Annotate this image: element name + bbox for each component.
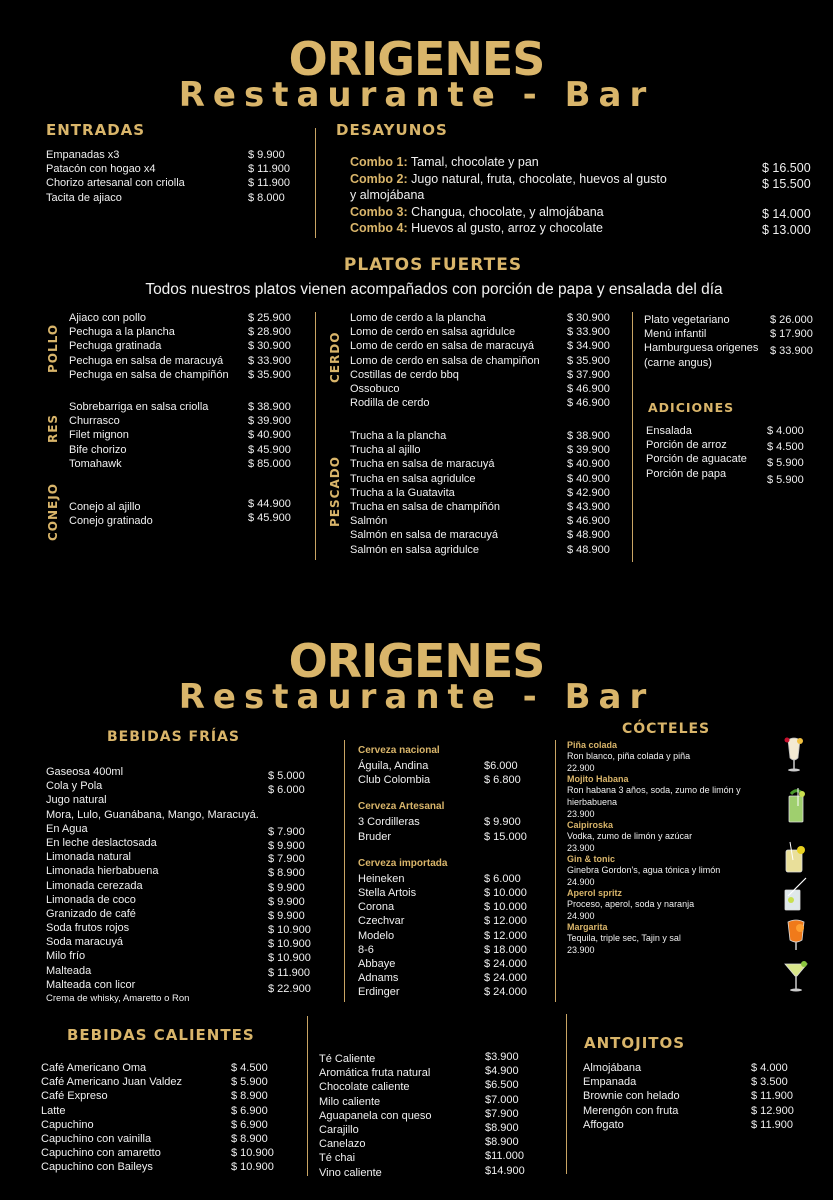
combo-price: $ 14.000: [762, 207, 811, 221]
list-item: Limonada de coco $ 9.900: [46, 893, 305, 908]
list-item: Jugo natural: [46, 794, 107, 807]
desayunos-list: [350, 154, 770, 237]
pollo-list: [69, 311, 309, 382]
coctel-price: 23.900: [567, 809, 595, 819]
list-item: Pechuga a la plancha $ 28.900: [69, 326, 291, 339]
list-item: Heineken $ 6.000: [358, 872, 521, 885]
pollo-label: POLLO: [46, 323, 60, 373]
combo-item: Combo 4: Huevos al gusto, arroz y chocolate: [350, 221, 603, 235]
list-item: Milo caliente $7.000: [319, 1093, 519, 1108]
list-item: Milo frío $ 10.900: [46, 950, 311, 965]
list-item: Limonada hierbabuena $ 8.900: [46, 865, 305, 880]
list-item: Empanadas x3 $ 9.900: [46, 149, 285, 161]
combo-item-cont: y almojábana: [350, 188, 425, 202]
list-item: Pechuga en salsa de maracuyá $ 33.900: [69, 354, 291, 367]
list-item: Café Americano Juan Valdez $ 5.900: [41, 1076, 268, 1089]
conejo-label: CONEJO: [46, 483, 60, 541]
caipiroska-glass-icon: [780, 838, 808, 878]
combo-price: $ 13.000: [762, 223, 811, 237]
combo-price: $ 15.500: [762, 177, 811, 191]
list-item: Trucha en salsa de champiñón $ 43.900: [350, 500, 610, 513]
list-item: Aguapanela con queso $7.900: [319, 1107, 519, 1122]
gin-tonic-glass-icon: [780, 876, 808, 916]
list-item: Capuchino con Baileys $ 10.900: [41, 1161, 274, 1174]
cervezas-section: [358, 745, 548, 999]
list-item: Granizado de café $ 9.900: [46, 907, 305, 922]
cerveza-importada-heading: Cerveza importada: [358, 857, 448, 869]
coctel-price: 24.900: [567, 877, 595, 887]
list-item: Filet mignon $ 40.900: [69, 429, 291, 442]
list-item: Té chai $11.000: [319, 1150, 524, 1165]
res-list: [69, 400, 309, 471]
coctel-name: Aperol spritz: [567, 888, 623, 898]
antojitos-heading: ANTOJITOS: [584, 1034, 686, 1052]
coctel-desc: Ron habana 3 años, soda, zumo de limón y: [567, 785, 741, 795]
mojito-glass-icon: [782, 786, 810, 826]
pescado-label: PESCADO: [328, 456, 342, 527]
list-item-cont: (carne angus): [644, 356, 712, 369]
coctel-price: 24.900: [567, 911, 595, 921]
list-item: Lomo de cerdo en salsa de maracuyá $ 34.900: [350, 340, 610, 353]
list-item: Tomahawk $ 85.000: [69, 457, 291, 470]
otros-list: [644, 313, 829, 370]
list-item: Gaseosa 400ml $ 5.000: [46, 766, 305, 782]
list-item: En Agua $ 7.900: [46, 822, 305, 838]
list-item: Hamburguesa origenes $ 33.900: [644, 342, 813, 358]
cerveza-nacional-heading: Cerveza nacional: [358, 745, 440, 756]
list-item: Malteada $ 11.900: [46, 964, 311, 979]
adiciones-heading: ADICIONES: [648, 400, 735, 415]
list-item: Affogato $ 11.900: [583, 1118, 794, 1131]
list-item: Czechvar $ 12.000: [358, 915, 527, 928]
menu1-subtitle: Restaurante - Bar: [178, 75, 655, 115]
list-item: Café Expreso $ 8.900: [41, 1090, 268, 1103]
list-item: Menú infantil $ 17.900: [644, 328, 813, 341]
list-item: Conejo al ajillo $ 44.900: [69, 498, 291, 513]
list-item: Carajillo $8.900: [319, 1121, 519, 1136]
list-item: Almojábana $ 4.000: [583, 1062, 788, 1074]
coctel-name: Margarita: [567, 922, 608, 932]
list-item: Bife chorizo $ 45.900: [69, 443, 291, 456]
adiciones-list: [646, 424, 831, 486]
menu1-title: ORIGENES: [288, 32, 545, 86]
list-item: Bruder $ 15.000: [358, 830, 527, 843]
list-item: Churrasco $ 39.900: [69, 415, 291, 428]
divider: [632, 312, 633, 562]
list-item: Trucha en salsa de maracuyá $ 40.900: [350, 458, 610, 471]
coctel-name: Piña colada: [567, 740, 618, 750]
cerdo-label: CERDO: [328, 331, 342, 383]
bebidas-calientes-list-2: [319, 1050, 559, 1178]
list-item: Merengón con fruta $ 12.900: [583, 1104, 794, 1117]
platos-fuertes-heading: PLATOS FUERTES: [343, 255, 523, 275]
coctel-desc: Proceso, aperol, soda y naranja: [567, 899, 695, 909]
conejo-list: [69, 500, 309, 528]
list-item: Ossobuco $ 46.900: [350, 382, 610, 395]
list-item: Club Colombia $ 6.800: [358, 774, 521, 787]
list-item: Conejo gratinado $ 45.900: [69, 512, 291, 528]
divider: [566, 1014, 567, 1174]
list-item: 8-6 $ 18.000: [358, 943, 527, 956]
coctel-desc: Vodka, zumo de limón y azúcar: [567, 831, 693, 841]
cerveza-artesanal-heading: Cerveza Artesanal: [358, 801, 445, 813]
list-item: Costillas de cerdo bbq $ 37.900: [350, 368, 610, 381]
coctel-desc: Ron blanco, piña colada y piña: [567, 751, 691, 761]
list-item: Chorizo artesanal con criolla $ 11.900: [46, 177, 291, 190]
list-item: Soda maracuyá $ 10.900: [46, 936, 311, 951]
entradas-heading: ENTRADAS: [46, 121, 146, 139]
menu2-subtitle: Restaurante - Bar: [178, 677, 655, 717]
list-item: Mora, Lulo, Guanábana, Mango, Maracuyá.: [46, 808, 259, 821]
list-item: Trucha en salsa agridulce $ 40.900: [350, 472, 610, 485]
list-item: Plato vegetariano $ 26.000: [644, 314, 813, 326]
margarita-glass-icon: [782, 958, 810, 998]
coctel-desc: Ginebra Gordon's, agua tónica y limón: [567, 865, 721, 875]
bebidas-frias-list: [46, 765, 336, 1006]
list-item: Erdinger $ 24.000: [358, 986, 527, 999]
list-item: Brownie con helado $ 11.900: [583, 1090, 794, 1103]
list-item: Lomo de cerdo en salsa agridulce $ 33.900: [350, 326, 610, 339]
divider: [555, 740, 556, 1002]
list-item: 3 Cordilleras $ 9.900: [358, 816, 521, 829]
list-item: Porción de aguacate $ 5.900: [646, 453, 804, 470]
coctel-name: Gin & tonic: [567, 854, 615, 864]
list-item: Modelo $ 12.000: [358, 929, 527, 942]
cocteles-heading: CÓCTELES: [622, 721, 711, 737]
coctel-price: 23.900: [567, 945, 595, 955]
combo-item: Combo 2: Jugo natural, fruta, chocolate, huevos al gusto: [350, 171, 667, 186]
list-item: Lomo de cerdo en salsa de champiñon $ 35.900: [350, 354, 610, 367]
coctel-desc-cont: hierbabuena: [567, 797, 618, 807]
list-item: Salmón en salsa de maracuyá $ 48.900: [350, 529, 610, 542]
list-item: Salmón en salsa agridulce $ 48.900: [350, 543, 610, 556]
coctel-name: Mojito Habana: [567, 774, 629, 784]
coctel-desc: Tequila, triple sec, Tajin y sal: [567, 933, 681, 943]
menu2-title: ORIGENES: [288, 634, 545, 688]
list-item: Sobrebarriga en salsa criolla $ 38.900: [69, 401, 291, 413]
list-item: Adnams $ 24.000: [358, 972, 527, 985]
cerdo-list: [350, 311, 625, 410]
list-item: Empanada $ 3.500: [583, 1076, 788, 1089]
list-item: Malteada con licor $ 22.900: [46, 978, 311, 995]
list-item: Salmón $ 46.900: [350, 515, 610, 528]
platos-note: Todos nuestros platos vienen acompañados con porción de papa y ensalada del día: [145, 281, 723, 298]
pescado-list: [350, 429, 625, 557]
list-item: Rodilla de cerdo $ 46.900: [350, 397, 610, 410]
list-item: Abbaye $ 24.000: [358, 957, 527, 970]
list-item: Capuchino con vainilla $ 8.900: [41, 1132, 268, 1145]
list-item: Canelazo $8.900: [319, 1136, 519, 1151]
bebidas-calientes-list: [41, 1061, 301, 1175]
list-item: Capuchino con amaretto $ 10.900: [41, 1147, 274, 1160]
combo-item: Combo 3: Changua, chocolate, y almojábana: [350, 204, 604, 219]
list-item: Trucha al ajillo $ 39.900: [350, 444, 610, 457]
list-item: Stella Artois $ 10.000: [358, 886, 527, 899]
divider: [315, 312, 316, 560]
combo-item: Combo 1: Tamal, chocolate y pan: [350, 155, 539, 169]
coctel-name: Caipiroska: [567, 820, 614, 830]
res-label: RES: [46, 413, 60, 443]
list-item: Vino caliente $14.900: [319, 1164, 525, 1179]
pina-colada-glass-icon: [780, 734, 808, 774]
list-item: Pechuga en salsa de champiñón $ 35.900: [69, 368, 291, 381]
bebidas-calientes-heading: BEBIDAS CALIENTES: [67, 1026, 255, 1044]
list-item: Chocolate caliente $6.500: [319, 1079, 519, 1094]
list-item: Porción de arroz $ 4.500: [646, 439, 804, 454]
list-item-note: Crema de whisky, Amaretto o Ron: [46, 993, 190, 1004]
list-item: Patacón con hogao x4 $ 11.900: [46, 163, 291, 176]
entradas-list: [46, 148, 306, 205]
list-item: Tacita de ajiaco $ 8.000: [46, 191, 285, 204]
list-item: Águila, Andina $6.000: [358, 760, 518, 772]
divider: [344, 740, 345, 1002]
list-item: Trucha a la Guatavita $ 42.900: [350, 486, 610, 499]
list-item: Ensalada $ 4.000: [646, 425, 804, 437]
coctel-price: 22.900: [567, 763, 595, 773]
list-item: Porción de papa $ 5.900: [646, 467, 804, 486]
desayunos-heading: DESAYUNOS: [336, 121, 448, 139]
list-item: Ajiaco con pollo $ 25.900: [69, 312, 291, 324]
list-item: Capuchino $ 6.900: [41, 1118, 268, 1131]
list-item: Aromática fruta natural $4.900: [319, 1065, 519, 1080]
aperol-spritz-glass-icon: [782, 914, 810, 954]
divider: [315, 128, 316, 238]
list-item: Soda frutos rojos $ 10.900: [46, 922, 311, 937]
list-item: Trucha a la plancha $ 38.900: [350, 430, 610, 442]
coctel-price: 23.900: [567, 843, 595, 853]
list-item: Latte $ 6.900: [41, 1104, 268, 1117]
combo-price: $ 16.500: [762, 161, 811, 175]
antojitos-list: [583, 1061, 828, 1132]
list-item: En leche deslactosada $ 9.900: [46, 836, 305, 852]
divider: [307, 1016, 308, 1176]
list-item: Pechuga gratinada $ 30.900: [69, 340, 291, 353]
bebidas-frias-heading: BEBIDAS FRÍAS: [107, 729, 240, 745]
list-item: Limonada cerezada $ 9.900: [46, 879, 305, 894]
list-item: Lomo de cerdo a la plancha $ 30.900: [350, 312, 610, 324]
list-item: Corona $ 10.000: [358, 901, 527, 914]
list-item: Té Caliente $3.900: [319, 1051, 519, 1065]
list-item: Café Americano Oma $ 4.500: [41, 1062, 268, 1074]
list-item: Limonada natural $ 7.900: [46, 851, 305, 866]
cocteles-list: [567, 740, 782, 956]
list-item: Cola y Pola $ 6.000: [46, 780, 305, 797]
